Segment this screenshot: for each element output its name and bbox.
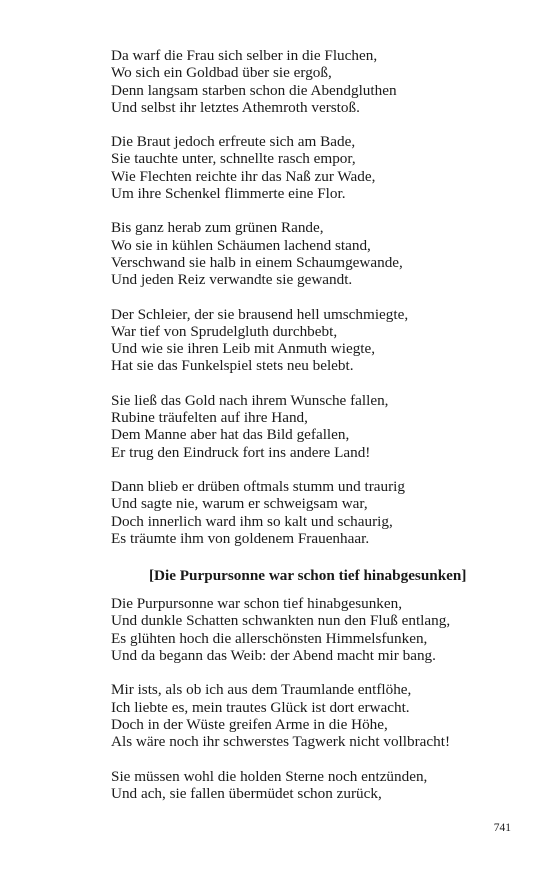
verse-line: Sie ließ das Gold nach ihrem Wunsche fallen, (111, 391, 389, 409)
stanza (111, 306, 511, 375)
verse-line: Ich liebte es, mein trautes Glück ist dort erwacht. (111, 698, 410, 716)
verse-line: Doch innerlich ward ihm so kalt und schaurig, (111, 512, 393, 530)
verse-line: Wo sich ein Goldbad über sie ergoß, (111, 64, 332, 82)
verse-line: Da warf die Frau sich selber in die Fluchen, (111, 47, 378, 64)
verse-line: Und dunkle Schatten schwankten nun den Fluß entlang, (111, 612, 451, 630)
verse-line: Sie tauchte unter, schnellte rasch empor, (111, 150, 356, 168)
verse-line: Rubine träufelten auf ihre Hand, (111, 409, 308, 427)
verse-line: Der Schleier, der sie brausend hell umschmiegte, (111, 305, 409, 323)
stanza (111, 768, 511, 803)
verse-line: Und selbst ihr letztes Athemroth verstoß. (111, 98, 360, 116)
poem-text (111, 47, 511, 819)
stanza (111, 219, 511, 288)
verse-line: Dem Manne aber hat das Bild gefallen, (111, 426, 350, 444)
verse-line: Und jeden Reiz verwandte sie gewandt. (111, 271, 353, 289)
stanza (111, 47, 511, 116)
verse-line: Es träumte ihm von goldenem Frauenhaar. (111, 529, 370, 547)
page-number: 741 (493, 822, 511, 834)
verse-line: Als wäre noch ihr schwerstes Tagwerk nicht vollbracht! (111, 733, 451, 751)
stanza (111, 681, 511, 750)
verse-line: Und da begann das Weib: der Abend macht mir bang. (111, 647, 436, 665)
verse-line: War tief von Sprudelgluth durchbebt, (111, 322, 338, 340)
stanza (111, 595, 511, 664)
verse-line: Sie müssen wohl die holden Sterne noch entzünden, (111, 767, 428, 785)
verse-line: Es glühten hoch die allerschönsten Himmelsfunken, (111, 629, 428, 647)
verse-line: Und ach, sie fallen übermüdet schon zurück, (111, 784, 382, 802)
verse-line: Verschwand sie halb in einem Schaumgewande, (111, 253, 403, 271)
verse-line: Und sagte nie, warum er schweigsam war, (111, 495, 368, 513)
verse-line: Denn langsam starben schon die Abendgluthen (111, 81, 397, 99)
verse-line: Wo sie in kühlen Schäumen lachend stand, (111, 236, 371, 254)
verse-line: Dann blieb er drüben oftmals stumm und traurig (111, 477, 405, 495)
verse-line: Die Braut jedoch erfreute sich am Bade, (111, 133, 356, 151)
verse-line: Hat sie das Funkelspiel stets neu belebt. (111, 357, 354, 375)
verse-line: Um ihre Schenkel flimmerte eine Flor. (111, 185, 346, 203)
verse-line: Und wie sie ihren Leib mit Anmuth wiegte, (111, 340, 376, 358)
verse-line: Bis ganz herab zum grünen Rande, (111, 219, 324, 237)
poem-title: [Die Purpursonne war schon tief hinabgesunken] (149, 567, 467, 585)
verse-line: Doch in der Wüste greifen Arme in die Höhe, (111, 715, 388, 733)
verse-line: Die Purpursonne war schon tief hinabgesunken, (111, 595, 403, 613)
verse-line: Er trug den Eindruck fort ins andere Land! (111, 443, 371, 461)
verse-line: Wie Flechten reichte ihr das Naß zur Wade, (111, 167, 376, 185)
stanza (111, 478, 511, 547)
stanza (111, 392, 511, 461)
stanza (111, 133, 511, 202)
verse-line: Mir ists, als ob ich aus dem Traumlande entflöhe, (111, 681, 412, 699)
